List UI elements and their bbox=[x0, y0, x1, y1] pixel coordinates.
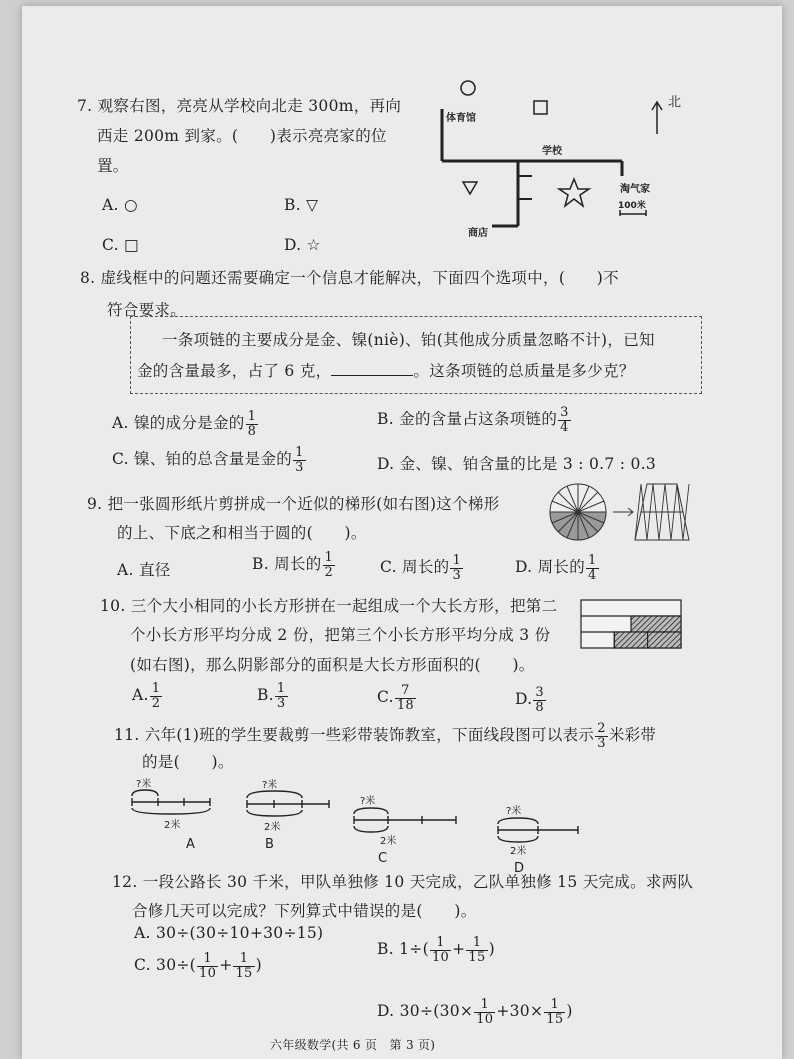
denominator: 3 bbox=[452, 567, 462, 583]
q8-option-a[interactable] bbox=[112, 410, 259, 438]
denominator: 3 bbox=[295, 459, 304, 475]
q11-text-line2: 的是( )。 bbox=[142, 753, 234, 771]
numerator: 1 bbox=[233, 952, 254, 967]
numerator: 2 bbox=[597, 721, 606, 736]
q8-text-line1: 8. 虚线框中的问题还需要确定一个信息才能解决，下面四个选项中，( )不 bbox=[80, 269, 619, 287]
numerator: 1 bbox=[151, 681, 161, 696]
q10-option-a-text: A. bbox=[132, 686, 149, 705]
numerator: 1 bbox=[197, 952, 218, 967]
fraction bbox=[197, 952, 218, 980]
q9-option-b[interactable] bbox=[252, 551, 336, 579]
q11-segment-diagrams bbox=[122, 776, 592, 881]
map-label-shop: 商店 bbox=[468, 228, 488, 239]
q10-text-line1: 10. 三个大小相同的小长方形拼在一起组成一个大长方形，把第二 bbox=[100, 597, 558, 615]
circle-marker-icon bbox=[461, 81, 475, 95]
q8-box-line1: 一条项链的主要成分是金、镍(niè)、铂(其他成分质量忽略不计)，已知 bbox=[162, 331, 655, 349]
denominator: 4 bbox=[588, 567, 597, 583]
q12-option-b-mid: + bbox=[452, 940, 466, 959]
q9-text-line2: 的上、下底之和相当于圆的( )。 bbox=[117, 524, 367, 542]
segment-d-top-label: ?米 bbox=[506, 806, 522, 817]
q10-option-d-text: D. bbox=[515, 690, 533, 709]
numerator: 1 bbox=[466, 936, 487, 951]
fraction bbox=[275, 682, 288, 710]
fraction bbox=[586, 554, 599, 582]
segment-a-top-label: ?米 bbox=[136, 779, 152, 790]
segment-b-letter: B bbox=[265, 837, 274, 852]
q8-option-d[interactable]: D. 金、镍、铂含量的比是 3 : 0.7 : 0.3 bbox=[377, 455, 657, 473]
square-marker-icon bbox=[534, 101, 547, 114]
denominator: 10 bbox=[431, 949, 450, 965]
north-label: 北 bbox=[668, 95, 682, 110]
q8-blank-line bbox=[331, 361, 413, 376]
q11-text-line1 bbox=[114, 722, 656, 750]
denominator: 15 bbox=[235, 965, 253, 981]
q12-option-c[interactable] bbox=[134, 952, 262, 980]
q8-option-b-text: B. 金的含量占这条项链的 bbox=[377, 410, 558, 429]
denominator: 2 bbox=[151, 695, 161, 711]
map-label-gym: 体育馆 bbox=[446, 113, 476, 124]
numerator: 1 bbox=[544, 998, 565, 1013]
segment-d-letter: D bbox=[514, 861, 525, 876]
map-label-weather: 淘气家 bbox=[620, 184, 650, 195]
q12-option-b-post: ) bbox=[488, 940, 495, 959]
exam-page bbox=[22, 6, 782, 1059]
q7-option-b[interactable]: B. ▽ bbox=[284, 196, 319, 214]
q8-box-text-b: 。这条项链的总质量是多少克？ bbox=[413, 362, 635, 380]
q12-option-d[interactable] bbox=[377, 998, 573, 1026]
q10-option-a[interactable] bbox=[132, 682, 163, 710]
segment-b-bottom-label: 2米 bbox=[264, 822, 281, 833]
fraction bbox=[395, 684, 416, 712]
q8-option-b[interactable] bbox=[377, 406, 572, 434]
page-footer: 六年级数学(共 6 页 第 3 页) bbox=[270, 1038, 436, 1052]
numerator: 1 bbox=[247, 409, 257, 424]
segment-c-letter: C bbox=[378, 851, 388, 866]
fraction bbox=[150, 682, 163, 710]
numerator: 3 bbox=[560, 405, 569, 420]
denominator: 8 bbox=[535, 699, 544, 715]
denominator: 8 bbox=[247, 423, 257, 439]
denominator: 15 bbox=[546, 1011, 564, 1027]
fraction bbox=[533, 686, 546, 714]
denominator: 4 bbox=[560, 419, 569, 435]
q9-circle-trapezoid-figure bbox=[547, 476, 697, 548]
segment-c-top-label: ?米 bbox=[360, 796, 376, 807]
q11-text-a: 11. 六年(1)班的学生要裁剪一些彩带装饰教室，下面线段图可以表示 bbox=[114, 726, 595, 745]
q7-option-c[interactable]: C. □ bbox=[102, 236, 140, 254]
q12-text-line2: 合修几天可以完成？下列算式中错误的是( )。 bbox=[132, 902, 477, 920]
fraction bbox=[466, 936, 487, 964]
q7-option-a[interactable]: A. ○ bbox=[102, 196, 138, 214]
numerator: 1 bbox=[474, 998, 495, 1013]
q9-option-c[interactable] bbox=[380, 554, 464, 582]
segment-b-top-label: ?米 bbox=[262, 780, 278, 791]
denominator: 10 bbox=[476, 1011, 494, 1027]
q10-rectangle-figure bbox=[577, 594, 687, 654]
q10-option-c[interactable] bbox=[377, 684, 417, 712]
q9-option-d-text: D. 周长的 bbox=[515, 558, 586, 577]
q9-option-c-text: C. 周长的 bbox=[380, 558, 450, 577]
numerator: 3 bbox=[535, 685, 544, 700]
scale-label: 100米 bbox=[618, 201, 646, 211]
numerator: 7 bbox=[395, 684, 416, 699]
q12-option-c-mid: + bbox=[219, 956, 233, 975]
q12-option-b-pre: B. 1÷( bbox=[377, 940, 429, 959]
segment-c-bottom-label: 2米 bbox=[380, 836, 397, 847]
q7-map-diagram bbox=[432, 76, 702, 246]
numerator: 1 bbox=[452, 553, 462, 568]
q12-option-c-post: ) bbox=[255, 956, 262, 975]
q12-option-d-post: ) bbox=[566, 1002, 573, 1021]
numerator: 1 bbox=[276, 681, 286, 696]
segment-a-letter: A bbox=[186, 837, 195, 852]
q10-text-line2: 个小长方形平均分成 2 份，把第三个小长方形平均分成 3 份 bbox=[130, 626, 551, 644]
q12-option-d-pre: D. 30÷(30× bbox=[377, 1002, 474, 1021]
q12-text-line1: 12. 一段公路长 30 千米，甲队单独修 10 天完成，乙队单独修 15 天完成。求两队 bbox=[112, 873, 694, 891]
q8-option-c[interactable] bbox=[112, 446, 307, 474]
numerator: 1 bbox=[588, 553, 597, 568]
fraction bbox=[558, 406, 571, 434]
denominator: 3 bbox=[597, 735, 606, 751]
fraction bbox=[544, 998, 565, 1026]
fraction bbox=[430, 936, 451, 964]
q10-option-b[interactable] bbox=[257, 682, 289, 710]
denominator: 10 bbox=[199, 965, 217, 981]
q10-option-b-text: B. bbox=[257, 686, 274, 705]
fraction bbox=[233, 952, 254, 980]
fraction bbox=[246, 410, 259, 438]
q8-option-a-text: A. 镍的成分是金的 bbox=[112, 414, 245, 433]
denominator: 15 bbox=[468, 949, 486, 965]
q12-option-b[interactable] bbox=[377, 936, 495, 964]
numerator: 1 bbox=[430, 936, 451, 951]
segment-a-bottom-label: 2米 bbox=[164, 820, 181, 831]
q9-option-d[interactable] bbox=[515, 554, 600, 582]
q12-option-a[interactable]: A. 30÷(30÷10+30÷15) bbox=[134, 924, 324, 942]
q7-option-d[interactable]: D. ☆ bbox=[284, 236, 321, 254]
q8-box-line2 bbox=[137, 359, 635, 381]
star-marker-icon bbox=[559, 179, 589, 206]
denominator: 18 bbox=[396, 697, 414, 713]
fraction bbox=[595, 722, 608, 750]
q10-text-line3: (如右图)，那么阴影部分的面积是大长方形面积的( )。 bbox=[130, 656, 535, 674]
q9-option-a[interactable]: A. 直径 bbox=[117, 561, 171, 579]
segment-d-bottom-label: 2米 bbox=[510, 846, 527, 857]
numerator: 1 bbox=[295, 445, 304, 460]
fraction bbox=[323, 551, 336, 579]
q7-text-line3: 置。 bbox=[97, 157, 129, 175]
q8-box-text-a: 金的含量最多，占了 6 克， bbox=[137, 362, 332, 380]
fraction bbox=[293, 446, 306, 474]
q11-text-b: 米彩带 bbox=[608, 726, 657, 745]
q12-option-c-pre: C. 30÷( bbox=[134, 956, 197, 975]
q7-text-line2: 西走 200m 到家。( )表示亮亮家的位 bbox=[97, 127, 387, 145]
q7-text-line1: 7. 观察右图，亮亮从学校向北走 300m，再向 bbox=[77, 97, 402, 115]
fraction bbox=[474, 998, 495, 1026]
q10-option-d[interactable] bbox=[515, 686, 547, 714]
q9-text-line1: 9. 把一张圆形纸片剪拼成一个近似的梯形(如右图)这个梯形 bbox=[87, 495, 500, 513]
denominator: 3 bbox=[276, 695, 286, 711]
fraction bbox=[450, 554, 463, 582]
q12-option-d-mid: +30× bbox=[496, 1002, 544, 1021]
q9-option-b-text: B. 周长的 bbox=[252, 555, 322, 574]
q8-text-line2: 符合要求。 bbox=[107, 301, 187, 319]
denominator: 2 bbox=[324, 564, 334, 580]
map-label-school: 学校 bbox=[542, 146, 562, 157]
q8-option-c-text: C. 镍、铂的总含量是金的 bbox=[112, 450, 293, 469]
q10-option-c-text: C. bbox=[377, 688, 394, 707]
triangle-marker-icon bbox=[463, 182, 477, 194]
numerator: 1 bbox=[324, 550, 334, 565]
